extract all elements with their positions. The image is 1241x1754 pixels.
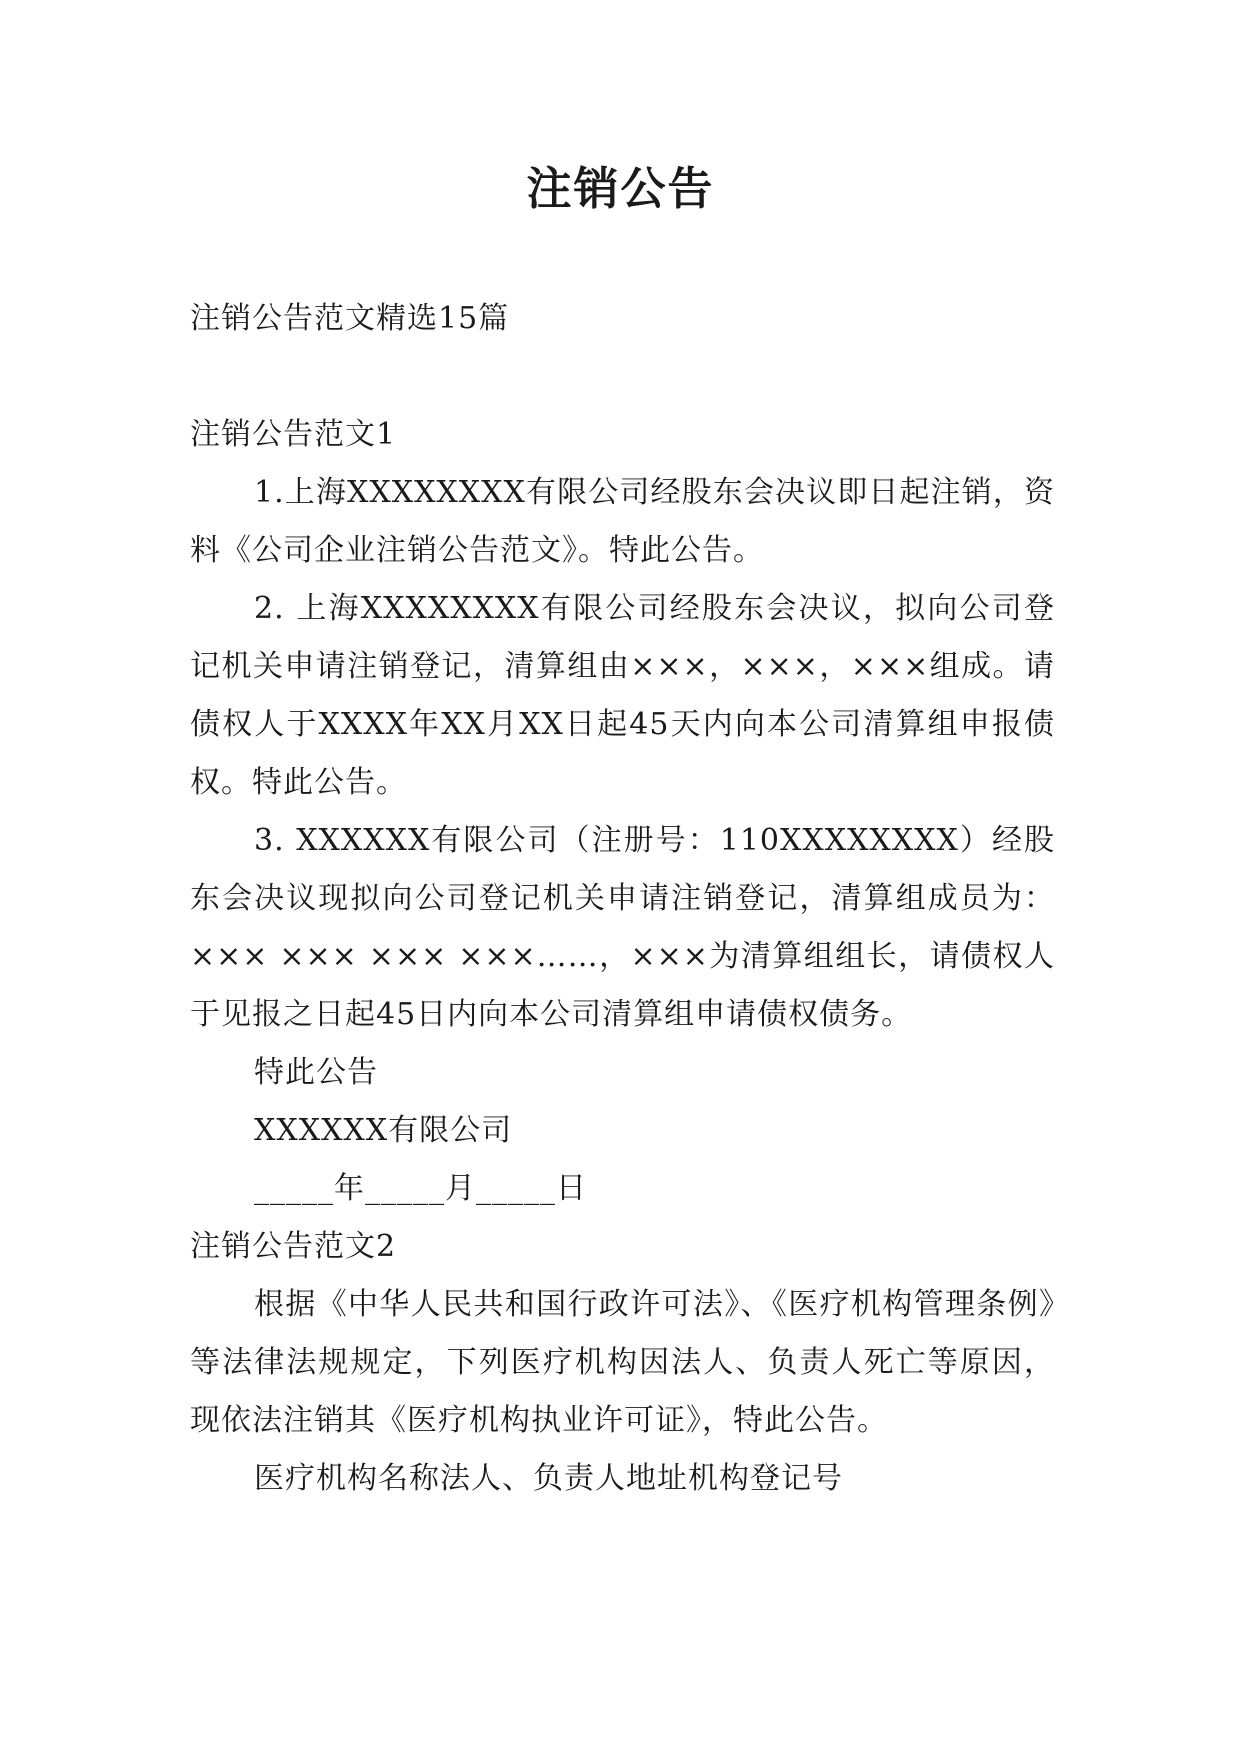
section2-para2: 医疗机构名称法人、负责人地址机构登记号 bbox=[254, 1461, 843, 1496]
document-body bbox=[190, 290, 1055, 1508]
section2-heading: 注销公告范文2 bbox=[190, 1229, 397, 1264]
spacer bbox=[190, 348, 1055, 406]
section2-para1: 根据《中华人民共和国行政许可法》、《医疗机构管理条例》等法律法规规定，下列医疗机构因法人、负责人死亡等原因，现依法注销其《医疗机构执业许可证》，特此公告。 bbox=[190, 1287, 1055, 1438]
section1-closing: 特此公告 bbox=[254, 1055, 378, 1090]
section1-item3: 3. XXXXXX有限公司（注册号：110XXXXXXXX）经股东会决议现拟向公司登记机关申请注销登记，清算组成员为：××× ××× ××× ×××……，×××为清算组组长，请债权人于见报之日起45日内向本公司清算组申请债权债务。 bbox=[190, 823, 1055, 1032]
section1-item1: 1.上海XXXXXXXX有限公司经股东会决议即日起注销，资料《公司企业注销公告范文》。特此公告。 bbox=[190, 475, 1055, 568]
section1-company: XXXXXX有限公司 bbox=[254, 1113, 513, 1148]
section1-heading: 注销公告范文1 bbox=[190, 417, 397, 452]
document-subtitle: 注销公告范文精选15篇 bbox=[190, 301, 510, 336]
section1-item2: 2. 上海XXXXXXXX有限公司经股东会决议，拟向公司登记机关申请注销登记，清算组由×××，×××，×××组成。请债权人于XXXX年XX月XX日起45天内向本公司清算组申报债权。特此公告。 bbox=[190, 591, 1055, 800]
page-title: 注销公告 bbox=[526, 162, 715, 215]
section1-date: _____年_____月_____日 bbox=[254, 1171, 587, 1206]
